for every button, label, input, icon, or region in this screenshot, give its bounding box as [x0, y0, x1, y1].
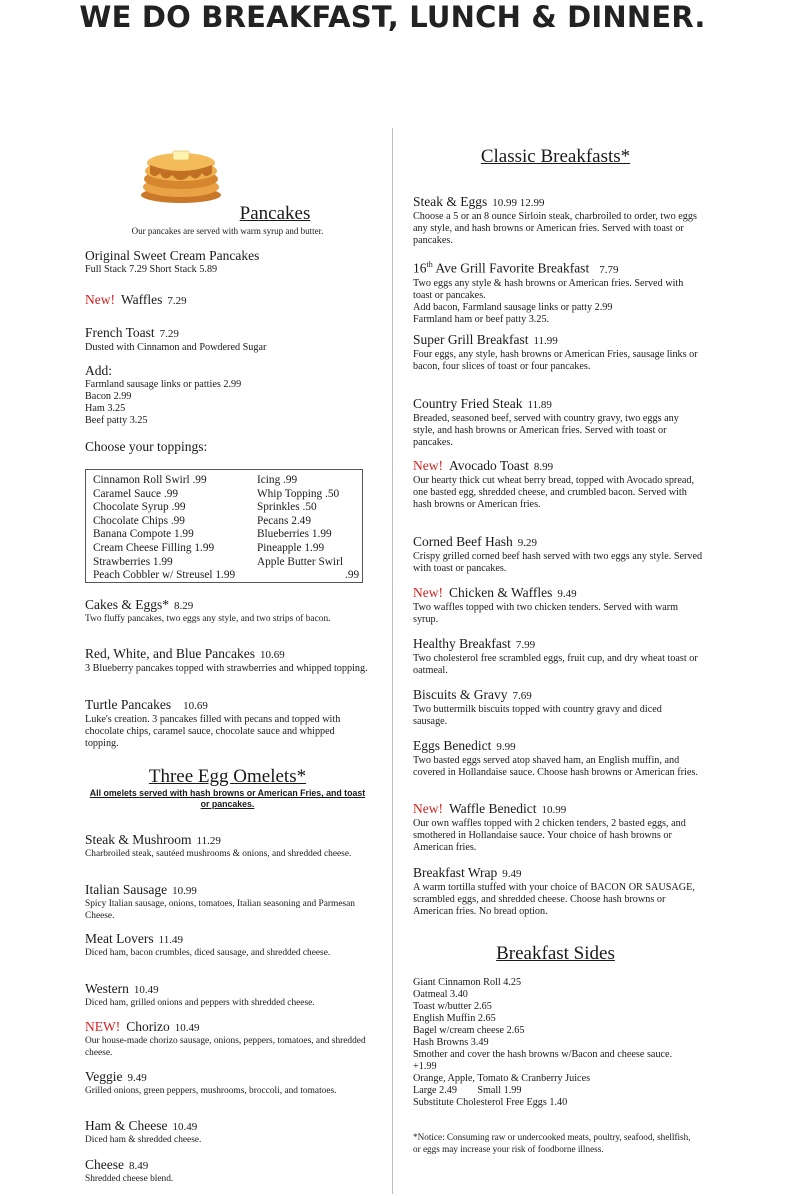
side-item: Toast w/butter 2.65 — [413, 1001, 492, 1012]
item-name-number: 16 — [413, 260, 427, 276]
topping: Banana Compote 1.99 — [93, 528, 194, 541]
toppings-box — [85, 469, 363, 583]
omelet-item — [85, 1118, 370, 1147]
item-desc: Luke's creation. 3 pancakes filled with pecans and topped with chocolate chips, caramel sauce, chocolate sauce and whipped topping. — [85, 714, 341, 750]
item-name: Super Grill Breakfast — [413, 332, 529, 347]
side-item: Substitute Cholesterol Free Eggs 1.40 — [413, 1097, 568, 1108]
add-ons — [85, 363, 241, 427]
item-desc: Choose a 5 or an 8 ounce Sirloin steak, charbroiled to order, two eggs any style, and hash browns or American fries. Served with toast or pancakes. — [413, 211, 697, 247]
item-price: 9.99 — [496, 741, 516, 753]
item-prices: Full Stack 7.29 Short Stack 5.89 — [85, 264, 218, 275]
omelet-item — [85, 1157, 370, 1186]
item-name: Biscuits & Gravy — [413, 687, 508, 702]
topping: Cinnamon Roll Swirl .99 — [93, 474, 207, 486]
item-name: Steak & Mushroom — [85, 832, 192, 847]
item-price: 7.79 — [599, 263, 619, 276]
omelet-item — [85, 882, 375, 922]
item-desc: Shredded cheese blend. — [85, 1174, 174, 1184]
item-price: 11.49 — [158, 934, 183, 946]
topping: Sprinkles .50 — [257, 501, 317, 514]
item-desc: Farmland ham or beef patty 3.25. — [413, 314, 550, 326]
item-price: 8.49 — [128, 1160, 149, 1172]
item-desc: 3 Blueberry pancakes topped with strawberries and whipped topping. — [85, 663, 368, 674]
item-desc: Add bacon, Farmland sausage links or patty 2.99 — [413, 301, 613, 313]
item-price: 9.49 — [557, 588, 577, 600]
side-item: Giant Cinnamon Roll 4.25 — [413, 977, 522, 988]
classic-item — [413, 636, 698, 677]
original-pancakes — [85, 248, 259, 276]
item-price: 10.49 — [133, 984, 159, 996]
item-name: Red, White, and Blue Pancakes — [85, 646, 255, 661]
pancakes-title: Pancakes — [239, 203, 311, 224]
item-name: Country Fried Steak — [413, 396, 523, 411]
item-price: 7.69 — [512, 690, 532, 702]
item-desc: Breaded, seasoned beef, served with country gravy, two eggs any style, and hash browns or American fries. Served with toast or pancakes. — [413, 413, 679, 449]
item-desc: Two fluffy pancakes, two eggs any style, and two strips of bacon. — [85, 614, 331, 624]
classic-item — [413, 194, 703, 248]
item-desc: Two cholesterol free scrambled eggs, fruit cup, and dry wheat toast or oatmeal. — [413, 653, 698, 677]
classic-item — [413, 865, 705, 919]
item-name: Original Sweet Cream Pancakes — [85, 248, 260, 263]
item-desc: Spicy Italian sausage, onions, tomatoes, Italian seasoning and Parmesan Cheese. — [85, 899, 355, 921]
omelet-item — [85, 1069, 370, 1098]
add-item: Bacon 2.99 — [85, 391, 132, 402]
item-name: Healthy Breakfast — [413, 636, 511, 651]
add-item: Beef patty 3.25 — [85, 415, 148, 426]
add-item: Ham 3.25 — [85, 403, 126, 414]
item-name: Western — [85, 981, 129, 996]
item-name: Chicken & Waffles — [449, 585, 553, 600]
item-price: 10.49 — [172, 1121, 198, 1133]
item-desc: Our own waffles topped with 2 chicken tenders, 2 basted eggs, and smothered in Hollandaise sauce. Your choice of hash browns or American fries. — [413, 818, 686, 854]
red-white-blue-pancakes — [85, 646, 370, 675]
item-desc: Grilled onions, green peppers, mushrooms, broccoli, and tomatoes. — [85, 1086, 337, 1096]
classic-item — [413, 458, 703, 512]
topping: Apple Butter Swirl — [257, 555, 343, 568]
item-price: 9.49 — [127, 1072, 147, 1084]
turtle-pancakes — [85, 697, 370, 751]
classic-item — [413, 585, 698, 626]
item-price: 8.29 — [174, 600, 194, 612]
topping: Peach Cobbler w/ Streusel 1.99 — [93, 569, 236, 582]
classic-item — [413, 687, 698, 728]
item-name: French Toast — [85, 325, 155, 340]
item-price: 9.29 — [517, 537, 537, 549]
topping: Pineapple 1.99 — [257, 541, 325, 554]
classic-item — [413, 534, 703, 575]
topping: .99 — [345, 569, 360, 582]
topping: Whip Topping .50 — [257, 487, 340, 500]
cakes-and-eggs — [85, 597, 375, 626]
item-name: Ave Grill Favorite Breakfast — [432, 260, 590, 276]
item-price: 7.29 — [167, 295, 187, 307]
item-name: Corned Beef Hash — [413, 534, 513, 549]
item-desc: Two waffles topped with two chicken tenders. Served with warm syrup. — [413, 602, 679, 626]
item-desc: Charbroiled steak, sautéed mushrooms & onions, and shredded cheese. — [85, 849, 352, 859]
item-desc: Dusted with Cinnamon and Powdered Sugar — [85, 342, 267, 353]
column-divider — [392, 128, 393, 1194]
item-name: Waffle Benedict — [449, 801, 537, 816]
topping: Blueberries 1.99 — [257, 528, 332, 541]
item-price: 10.69 — [183, 700, 208, 712]
item-price: 10.99 12.99 — [492, 197, 545, 209]
item-desc: A warm tortilla stuffed with your choice of BACON OR SAUSAGE, scrambled eggs, and shredded cheese. Choose hash browns or American fries. No bread option. — [413, 882, 695, 918]
classic-item — [413, 332, 698, 373]
side-item: English Muffin 2.65 — [413, 1013, 496, 1024]
item-desc: Diced ham, bacon crumbles, diced sausage, and shredded cheese. — [85, 948, 331, 958]
item-price: 9.49 — [502, 868, 522, 880]
item-price: 11.89 — [527, 399, 552, 411]
item-desc: Two eggs any style & hash browns or American fries. Served with toast or pancakes. — [413, 277, 684, 301]
new-badge: New! — [85, 292, 115, 307]
item-name: Breakfast Wrap — [413, 865, 498, 880]
new-badge: New! — [413, 458, 443, 473]
topping: Caramel Sauce .99 — [93, 487, 179, 500]
new-badge: New! — [413, 585, 443, 600]
omelets-title: Three Egg Omelets* — [148, 766, 307, 787]
item-name: Turtle Pancakes — [85, 697, 172, 712]
topping: Pecans 2.49 — [257, 514, 311, 527]
new-badge: New! — [413, 801, 443, 816]
sides-list — [413, 977, 698, 1109]
item-name: Cakes & Eggs* — [85, 597, 169, 612]
item-name: Veggie — [85, 1069, 123, 1084]
omelet-item — [85, 931, 370, 960]
item-name: Eggs Benedict — [413, 738, 492, 753]
omelets-note: All omelets served with hash browns or American Fries, and toast or pancakes. — [89, 788, 366, 809]
topping: Strawberries 1.99 — [93, 555, 173, 568]
side-item: Hash Browns 3.49 — [413, 1037, 489, 1048]
item-desc: Diced ham & shredded cheese. — [85, 1135, 202, 1145]
topping: Chocolate Syrup .99 — [93, 501, 186, 514]
item-desc: Crispy grilled corned beef hash served with two eggs any style. Served with toast or pancakes. — [413, 551, 703, 575]
classic-item — [413, 738, 703, 779]
item-price: 10.49 — [174, 1022, 200, 1034]
item-price: 10.99 — [541, 804, 567, 816]
item-name: Avocado Toast — [449, 458, 529, 473]
item-desc: Our hearty thick cut wheat berry bread, topped with Avocado spread, one basted egg, shredded cheese, and crumbled bacon. Served with hash browns or American fries. — [413, 475, 695, 511]
topping: Chocolate Chips .99 — [93, 514, 185, 527]
side-item: Bagel w/cream cheese 2.65 — [413, 1025, 525, 1036]
item-desc: Our house-made chorizo sausage, onions, peppers, tomatoes, and shredded cheese. — [85, 1036, 366, 1058]
classic-item — [413, 801, 703, 855]
side-item: Smother and cover the hash browns w/Bacon and cheese sauce. +1.99 — [413, 1049, 673, 1072]
omelet-item — [85, 832, 375, 861]
food-safety-notice: *Notice: Consuming raw or undercooked meats, poultry, seafood, shellfish, or eggs may increase your risk of foodborne illness. — [413, 1132, 691, 1154]
sides-title: Breakfast Sides — [496, 943, 615, 964]
item-name: Meat Lovers — [85, 931, 154, 946]
waffles — [85, 292, 187, 309]
item-name: Waffles — [121, 292, 163, 307]
item-price: 11.29 — [196, 835, 221, 847]
toppings-label: Choose your toppings: — [85, 439, 208, 454]
add-item: Farmland sausage links or patties 2.99 — [85, 379, 242, 390]
omelet-item — [85, 1019, 375, 1059]
page-title: WE DO BREAKFAST, LUNCH & DINNER. — [79, 0, 706, 34]
item-name: Ham & Cheese — [85, 1118, 168, 1133]
pancakes-note: Our pancakes are served with warm syrup and butter. — [131, 226, 324, 236]
item-desc: Diced ham, grilled onions and peppers with shredded cheese. — [85, 998, 315, 1008]
item-name: Cheese — [85, 1157, 124, 1172]
side-item: Large 2.49 Small 1.99 — [413, 1085, 522, 1096]
classic-title: Classic Breakfasts* — [480, 146, 631, 167]
item-desc: Two buttermilk biscuits topped with country gravy and diced sausage. — [413, 704, 662, 728]
item-price: 11.99 — [533, 335, 558, 347]
item-desc: Two basted eggs served atop shaved ham, an English muffin, and covered in Hollandaise sauce. Choose hash browns or American fries. — [413, 755, 698, 779]
classic-item — [413, 257, 703, 326]
topping: Cream Cheese Filling 1.99 — [93, 541, 215, 554]
french-toast — [85, 325, 266, 354]
topping: Icing .99 — [257, 474, 298, 486]
item-name: Steak & Eggs — [413, 194, 488, 209]
new-badge: NEW! — [85, 1019, 121, 1034]
item-price: 7.99 — [515, 639, 536, 651]
side-item: Orange, Apple, Tomato & Cranberry Juices — [413, 1073, 591, 1084]
add-label: Add: — [85, 363, 112, 378]
item-name: Italian Sausage — [85, 882, 168, 897]
item-price: 10.99 — [172, 885, 197, 897]
classic-item — [413, 396, 703, 450]
item-name: Chorizo — [126, 1019, 170, 1034]
item-name-sup: th — [426, 260, 433, 269]
item-price: 10.69 — [259, 649, 285, 661]
item-desc: Four eggs, any style, hash browns or American Fries, sausage links or bacon, four slices of toast or four pancakes. — [413, 349, 698, 373]
item-price: 8.99 — [533, 461, 554, 473]
item-price: 7.29 — [159, 328, 179, 340]
pancake-stack-icon — [136, 143, 226, 205]
omelet-item — [85, 981, 375, 1010]
side-item: Oatmeal 3.40 — [413, 989, 468, 1000]
